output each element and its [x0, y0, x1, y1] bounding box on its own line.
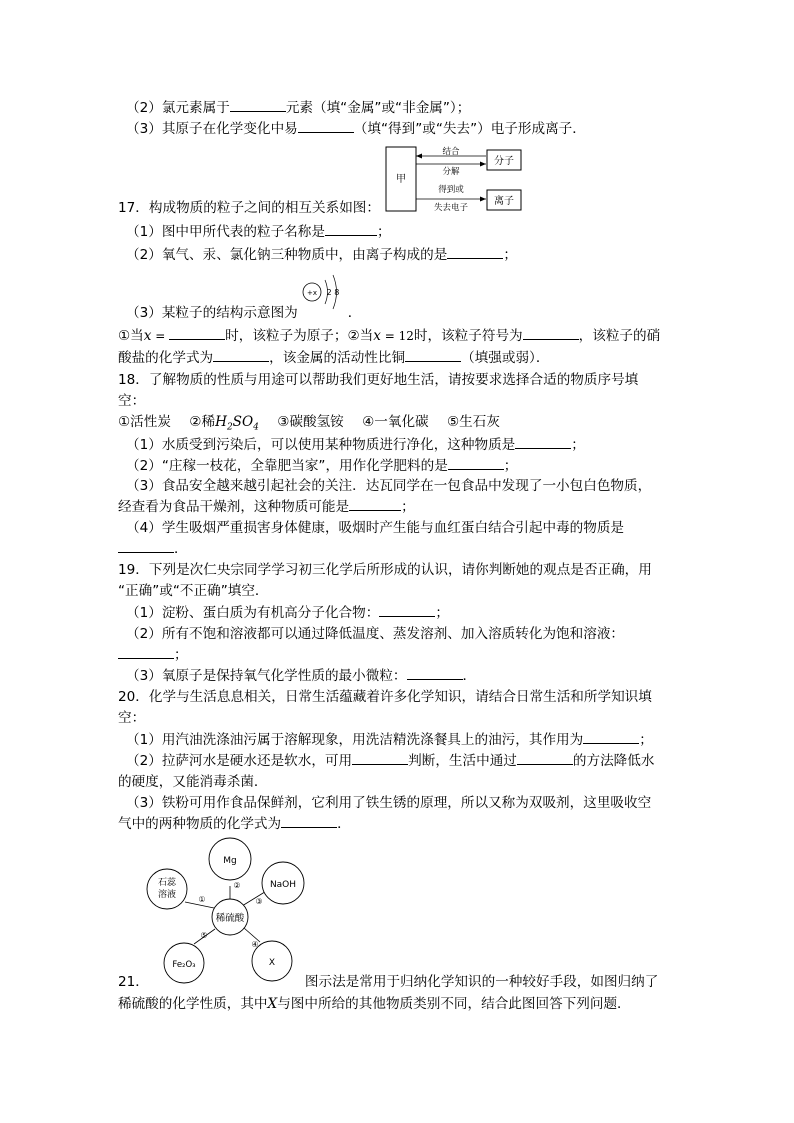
- q18-intro: 18．了解物质的性质与用途可以帮助我们更好地生活，请按要求选择合适的物质序号填: [118, 372, 639, 388]
- q18-options: ①活性炭 ②稀$H_2SO_4$ ③碳酸氢铵 ④一氧化碳 ⑤生石灰: [118, 414, 500, 433]
- naoh-label: NaOH: [269, 880, 297, 890]
- answer-blank[interactable]: [298, 120, 354, 133]
- q19-intro: 19．下列是次仁央宗同学学习初三化学后所形成的认识，请你判断她的观点是否正确，用: [118, 562, 652, 578]
- arrowhead: [416, 154, 422, 159]
- answer-blank[interactable]: [349, 498, 401, 511]
- q17-part1: （1）图中甲所代表的粒子名称是 ；: [126, 224, 391, 240]
- q18-part3: （3）食品安全越来越引起社会的关注．达瓦同学在一包食品中发现了一小包白色物质，: [126, 478, 652, 494]
- q16-part3: （3）其原子在化学变化中易 （填“得到”或“失去”）电子形成离子．: [126, 121, 586, 137]
- q21-line1: 21． 图示法是常用于归纳化学知识的一种较好手段，如图归纳了: [118, 974, 659, 990]
- center-label: 稀硫酸: [215, 913, 245, 924]
- answer-blank[interactable]: [583, 731, 639, 744]
- q17-intro: 17．构成物质的粒子之间的相互关系如图：: [118, 200, 380, 216]
- q20-part2: （2）拉萨河水是硬水还是软水，可用 判断，生活中通过 的方法降低水: [126, 753, 655, 769]
- q20-part2-cont: 的硬度，又能消毒杀菌．: [118, 774, 268, 790]
- arrowhead: [480, 162, 486, 167]
- gain-or-label: 得到或: [438, 185, 464, 195]
- nucleus-charge: +x: [306, 289, 318, 297]
- answer-blank[interactable]: [230, 99, 286, 112]
- answer-blank[interactable]: [281, 815, 337, 828]
- answer-blank[interactable]: [523, 327, 579, 340]
- combine-label: 结合: [442, 147, 460, 157]
- reaction-number-5: ⑤: [200, 931, 208, 940]
- fe2o3-label: Fe₂O₃: [172, 960, 196, 970]
- q18-intro2: 空：: [118, 393, 146, 409]
- litmus-node: [147, 869, 187, 909]
- q20-intro2: 空：: [118, 710, 146, 726]
- q19-part2: （2）所有不饱和溶液都可以通过降低温度、蒸发溶剂、加入溶质转化为饱和溶液：: [126, 626, 625, 642]
- ion-label: 离子: [494, 196, 514, 207]
- q19-part1: （1）淀粉、蛋白质为有机高分子化合物： ；: [126, 605, 449, 621]
- q18-part4: （4）学生吸烟严重损害身体健康，吸烟时产生能与血红蛋白结合引起中毒的物质是: [126, 520, 625, 536]
- answer-blank[interactable]: [118, 540, 174, 553]
- reaction-number-3: ③: [255, 897, 263, 906]
- sulfuric-acid-properties-diagram: [146, 832, 310, 984]
- reaction-number-1: ①: [198, 895, 206, 904]
- answer-blank[interactable]: [213, 349, 269, 362]
- q19-part3: （3）氧原子是保持氧气化学性质的最小微粒： ．: [126, 668, 477, 684]
- q18-part3-cont: 经查看为食品干燥剂，这种物质可能是 ；: [118, 499, 415, 515]
- answer-blank[interactable]: [407, 667, 463, 680]
- q21-line2: 稀硫酸的化学性质，其中X与图中所给的其他物质类别不同，结合此图回答下列问题．: [118, 996, 631, 1012]
- answer-blank[interactable]: [405, 349, 461, 362]
- x-label: X: [268, 958, 276, 968]
- answer-blank[interactable]: [517, 752, 573, 765]
- answer-blank[interactable]: [448, 457, 504, 470]
- jia-label: 甲: [396, 174, 406, 185]
- litmus-label-line1: 石蕊: [157, 878, 177, 888]
- q20-intro: 20．化学与生活息息相关，日常生活蕴藏着许多化学知识，请结合日常生活和所学知识填: [118, 689, 652, 705]
- answer-blank[interactable]: [325, 223, 377, 236]
- shell-electrons: 2 8: [326, 288, 340, 297]
- q18-part2: （2）“庄稼一枝花，全靠肥当家”，用作化学肥料的是 ；: [126, 458, 518, 474]
- molecule-label: 分子: [494, 156, 514, 167]
- decompose-label: 分解: [442, 167, 460, 177]
- answer-blank[interactable]: [447, 246, 503, 259]
- q19-intro2: “正确”或“不正确”填空．: [118, 583, 269, 599]
- mg-label: Mg: [223, 856, 237, 866]
- arrowhead: [480, 197, 486, 202]
- particle-relationship-diagram: [385, 144, 525, 214]
- q17-sub1: ①当x = 时，该粒子为原子；②当x = 12时，该粒子符号为 ，该粒子的硝: [118, 328, 661, 344]
- answer-blank[interactable]: [515, 436, 571, 449]
- answer-blank[interactable]: [118, 646, 174, 659]
- q17-part2: （2）氧气、汞、氯化钠三种物质中，由离子构成的是 ；: [126, 247, 517, 263]
- q16-part2: （2）氯元素属于 元素（填“金属”或“非金属”）；: [126, 100, 471, 116]
- reaction-number-4: ④: [251, 940, 259, 949]
- q18-part1: （1）水质受到污染后，可以使用某种物质进行净化，这种物质是 ；: [126, 437, 585, 453]
- answer-blank[interactable]: [352, 752, 408, 765]
- q17-sub2: 酸盐的化学式为 ，该金属的活动性比铜 （填强或弱）．: [118, 350, 550, 366]
- q18-part4-cont: ．: [118, 540, 188, 558]
- q17-part3: （3）某粒子的结构示意图为 ．: [126, 305, 362, 321]
- q20-part3-cont: 气中的两种物质的化学式为 ．: [118, 816, 351, 832]
- answer-blank[interactable]: [379, 604, 435, 617]
- q20-part3: （3）铁粉可用作食品保鲜剂，它利用了铁生锈的原理，所以又称为双吸剂，这里吸收空: [126, 795, 652, 811]
- q20-part1: （1）用汽油洗涤油污属于溶解现象，用洗洁精洗涤餐具上的油污，其作用为 ；: [126, 732, 653, 748]
- reaction-number-2: ②: [233, 881, 241, 890]
- q19-part2-cont: ；: [118, 646, 188, 664]
- litmus-label-line2: 溶液: [157, 890, 177, 900]
- lose-electron-label: 失去电子: [433, 203, 469, 213]
- answer-blank[interactable]: [169, 327, 225, 340]
